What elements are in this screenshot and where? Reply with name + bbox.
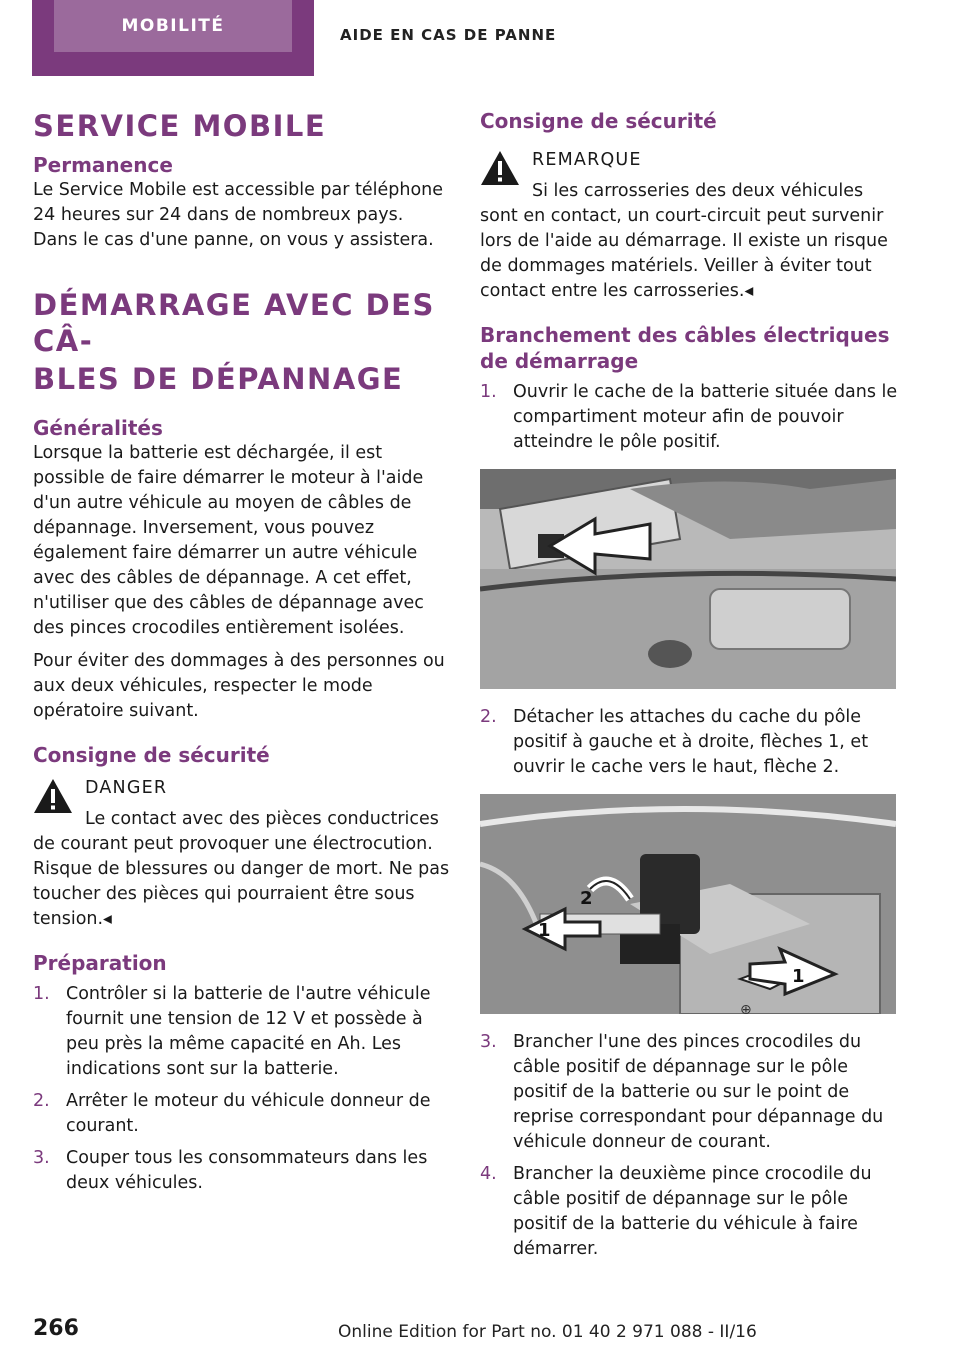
connection-steps-list-c	[480, 1030, 898, 1262]
battery-cover-photo	[480, 794, 896, 1014]
left-column	[33, 108, 453, 1203]
preparation-heading: Préparation	[33, 951, 167, 975]
service-mobile-title: SERVICE MOBILE	[33, 109, 327, 143]
chapter-tab-label: MOBILITÉ	[54, 0, 292, 52]
danger-text: Le contact avec des pièces conductrices de courant peut provoquer une électrocution. Risque de blessures ou danger de mort. Ne pas toucher des pièces qui pourraient être sous tension.◂	[33, 809, 450, 929]
connection-steps-list-a	[480, 380, 898, 455]
list-item: 2. Détacher les attaches du cache du pôle positif à gauche et à droite, flèches 1, et ouvrir le cache vers le haut, flèche 2.	[480, 707, 869, 777]
generalites-paragraph-2: Pour éviter des dommages à des personnes ou aux deux véhicules, respecter le mode opératoire suivant.	[33, 651, 445, 721]
generalites-heading: Généralités	[33, 416, 163, 440]
branchement-heading: Branchement des câbles électriques de démarrage	[480, 323, 890, 373]
permanence-heading: Permanence	[33, 153, 173, 177]
jump-start-title-line1: DÉMARRAGE AVEC DES CÂ-	[33, 288, 435, 358]
right-column	[480, 108, 898, 1269]
page-number: 266	[33, 1316, 79, 1341]
generalites-paragraph-1: Lorsque la batterie est déchargée, il est possible de faire démarrer le moteur à l'aide d'un autre véhicule au moyen de câbles de dépannage. Inversement, vous pouvez également faire démarrer un autre véhicule avec des câbles de dépannage. A cet effet, n'utiliser que des câbles de dépannage avec des pinces crocodiles entièrement isolées.	[33, 443, 424, 638]
danger-notice	[33, 776, 453, 932]
danger-title: DANGER	[85, 778, 168, 798]
list-item: 1. Contrôler si la batterie de l'autre véhicule fournit une tension de 12 V et possède à peu près la même capacité en Ah. Les indications sont sur la batterie.	[33, 984, 431, 1079]
connection-steps-list-b	[480, 705, 898, 780]
remark-text: Si les carrosseries des deux véhicules sont en contact, un court-circuit peut survenir lors de l'aide au démarrage. Il existe un risque de dommages matériels. Veiller à éviter tout contact entre les carrosseries.◂	[480, 181, 888, 301]
preparation-list	[33, 982, 453, 1196]
safety-heading-right: Consigne de sécurité	[480, 109, 717, 133]
arrow-label-2: 2	[580, 888, 593, 909]
list-item: 2. Arrêter le moteur du véhicule donneur de courant.	[33, 1091, 431, 1136]
warning-triangle-icon	[33, 778, 73, 814]
warning-triangle-icon	[480, 150, 520, 186]
chapter-tab	[32, 0, 314, 76]
arrow-label-1-left: 1	[538, 920, 551, 941]
safety-heading-left: Consigne de sécurité	[33, 743, 270, 767]
section-title: AIDE EN CAS DE PANNE	[340, 26, 557, 44]
list-item: 3. Couper tous les consommateurs dans les deux véhicules.	[33, 1148, 428, 1193]
list-item: 3. Brancher l'une des pinces crocodiles du câble positif de dépannage sur le pôle positif de la batterie ou sur le point de reprise correspondant pour dépannage du véhicule donneur de courant.	[480, 1032, 884, 1152]
svg-text:⊕: ⊕	[740, 1002, 752, 1014]
remark-notice	[480, 148, 898, 304]
engine-compartment-photo	[480, 469, 896, 689]
list-item: 1. Ouvrir le cache de la batterie située dans le compartiment moteur afin de pouvoir atteindre le pôle positif.	[480, 382, 898, 452]
arrow-label-1-right: 1	[792, 966, 805, 987]
edition-footer: Online Edition for Part no. 01 40 2 971 088 - II/16	[338, 1322, 757, 1342]
permanence-text: Le Service Mobile est accessible par téléphone 24 heures sur 24 dans de nombreux pays. Dans le cas d'une panne, on vous y assistera.	[33, 180, 444, 250]
jump-start-title-line2: BLES DE DÉPANNAGE	[33, 362, 404, 396]
remark-title: REMARQUE	[532, 150, 642, 170]
list-item: 4. Brancher la deuxième pince crocodile du câble positif de dépannage sur le pôle positif de la batterie du véhicule à faire démarrer.	[480, 1164, 872, 1259]
